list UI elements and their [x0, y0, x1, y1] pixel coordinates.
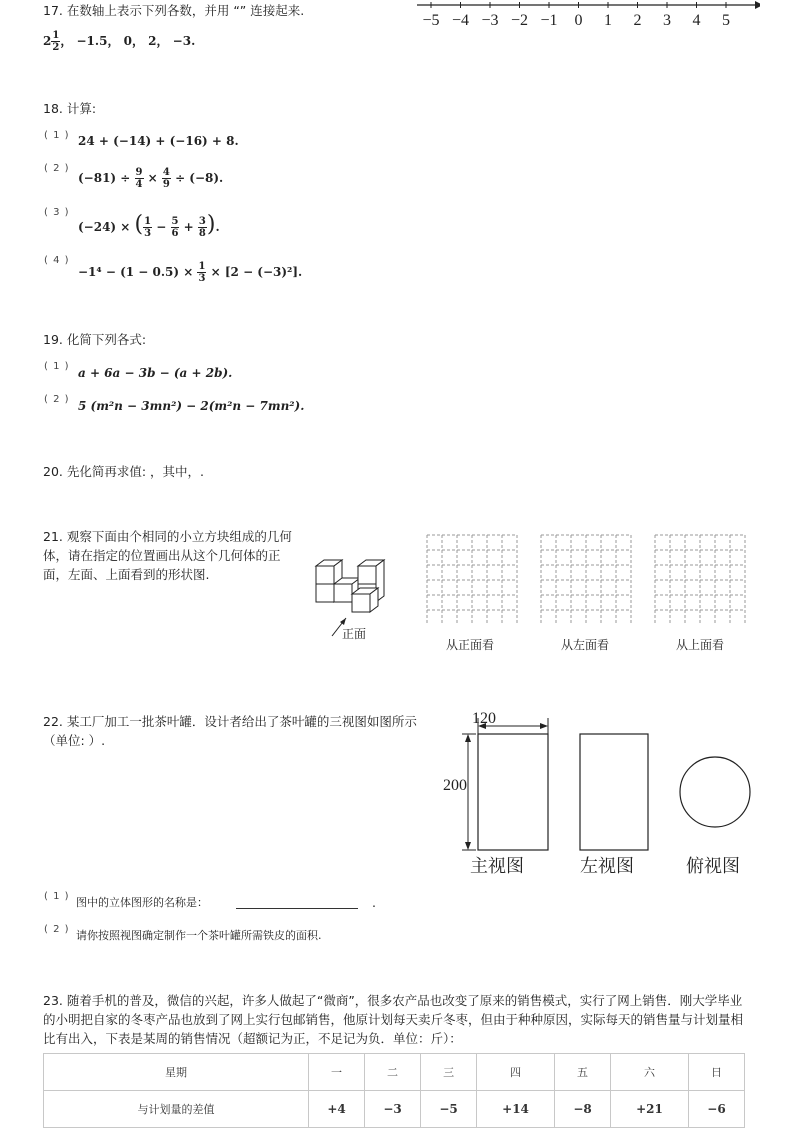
- grid-left[interactable]: [538, 532, 634, 624]
- q18-1-index: ( 1 ): [44, 130, 70, 141]
- table-cell: +21: [611, 1091, 689, 1128]
- number-line-tick-label: −2: [510, 12, 529, 29]
- table-cell: +14: [477, 1091, 555, 1128]
- q19-1-expr: a + 6a − 3b − (a + 2b).: [78, 366, 233, 380]
- q22-2-index: ( 2 ): [44, 924, 70, 935]
- q18-2-expr: (−81) ÷ $\frac{9}{4}$ × $\frac{4}{9}$ ÷ (−8).: [78, 167, 224, 190]
- number-line-tick-label: 3: [663, 12, 671, 29]
- table-header-cell: 五: [555, 1054, 611, 1091]
- grid-top[interactable]: [652, 532, 748, 624]
- number-line-tick-label: −3: [481, 12, 499, 29]
- table-header-cell: 三: [421, 1054, 477, 1091]
- width-label: 120: [472, 710, 496, 727]
- q22-1-index: ( 1 ): [44, 891, 70, 902]
- view-label-left: 左视图: [580, 856, 634, 876]
- view-label-top: 俯视图: [686, 856, 740, 876]
- number-line-tick-label: 4: [692, 12, 701, 29]
- q22-2-text: 请你按照视图确定制作一个茶叶罐所需铁皮的面积.: [76, 929, 322, 942]
- number-line-arrow-icon: [755, 1, 760, 9]
- table-cell: +4: [309, 1091, 365, 1128]
- q20-title: 20. 先化简再求值: ，其中，.: [43, 464, 205, 479]
- table-header-cell: 日: [688, 1054, 744, 1091]
- front-label: 正面: [342, 627, 367, 641]
- number-line-tick-label: 5: [722, 12, 730, 29]
- table-row: [44, 1054, 745, 1091]
- number-line-tick-label: 2: [633, 12, 642, 29]
- view-label-front: 主视图: [470, 856, 524, 876]
- mixed-whole: 2: [43, 34, 52, 48]
- q18-1-expr: 24 + (−14) + (−16) + 8.: [78, 134, 239, 148]
- number-line-tick-label: −4: [451, 12, 470, 29]
- grid-label-top: 从上面看: [676, 638, 725, 652]
- table-row-label: 与计划量的差值: [44, 1091, 309, 1128]
- table-header-cell: 四: [477, 1054, 555, 1091]
- number-line-tick-label: −1: [540, 12, 558, 29]
- table-header-cell: 一: [309, 1054, 365, 1091]
- q23-text: 23. 随着手机的普及，微信的兴起，许多人做起了“微商”，很多农产品也改变了原来的销售模式，实行了网上销售．刚大学毕业的小明把自家的冬枣产品也放到了网上实行包邮销售，他原计划每天卖斤冬枣，但由于种种原因，实际每天的销售量与计划量相比有出入，下表是某周的销售情况（超额记为正，不足记为负．单位：斤）：: [43, 993, 744, 1046]
- number-line: [415, 0, 760, 30]
- q19-2-index: ( 2 ): [44, 394, 70, 405]
- q17-number-list: ， −1.5， 0， 2， −3.: [60, 34, 196, 48]
- table-header-cell: 六: [611, 1054, 689, 1091]
- q22-text: 22. 某工厂加工一批茶叶罐．设计者给出了茶叶罐的三视图如图所示（单位: ）.: [43, 714, 417, 748]
- q18-4-index: ( 4 ): [44, 255, 70, 266]
- answer-blank[interactable]: [236, 907, 358, 909]
- q18-title: 18. 计算:: [43, 101, 97, 116]
- q19-1-index: ( 1 ): [44, 361, 70, 372]
- q17-title: 17. 在数轴上表示下列各数，并用 “” 连接起来.: [43, 3, 305, 18]
- table-cell: −6: [688, 1091, 744, 1128]
- q19-title: 19. 化简下列各式:: [43, 332, 147, 347]
- q19-2-expr: 5 (m²n − 3mn²) − 2(m²n − 7mn²).: [78, 399, 305, 413]
- number-line-tick-label: 1: [604, 12, 612, 29]
- table-row: [44, 1091, 745, 1128]
- grid-label-left: 从左面看: [561, 638, 610, 652]
- number-line-tick-label: 0: [574, 12, 583, 29]
- table-header-label: 星期: [44, 1054, 309, 1091]
- sales-table: [43, 1053, 745, 1128]
- table-cell: −3: [365, 1091, 421, 1128]
- q22-1-text: 图中的立体图形的名称是：: [76, 896, 208, 909]
- q18-2-index: ( 2 ): [44, 163, 70, 174]
- height-label: 200: [443, 777, 467, 794]
- q18-3-expr: (−24) × ( $\frac{1}{3}$ − $\frac{5}{6}$ + $\frac{3}{8}$ ).: [78, 212, 220, 239]
- q22-1-tail: .: [372, 895, 376, 910]
- grid-front[interactable]: [424, 532, 520, 624]
- q17-numbers: [43, 28, 195, 54]
- table-header-cell: 二: [365, 1054, 421, 1091]
- table-cell: −5: [421, 1091, 477, 1128]
- q18-4-expr: −1⁴ − (1 − 0.5) × $\frac{1}{3}$ × [2 − (−3)²].: [78, 261, 303, 284]
- mixed-fraction: $\frac{1}{2}$: [52, 30, 60, 53]
- q21-text: 21. 观察下面由个相同的小立方块组成的几何体，请在指定的位置画出从这个几何体的正面，左面、上面看到的形状图.: [43, 529, 292, 582]
- table-cell: −8: [555, 1091, 611, 1128]
- number-line-tick-label: −5: [422, 12, 440, 29]
- grid-label-front: 从正面看: [446, 638, 495, 652]
- q18-3-index: ( 3 ): [44, 207, 70, 218]
